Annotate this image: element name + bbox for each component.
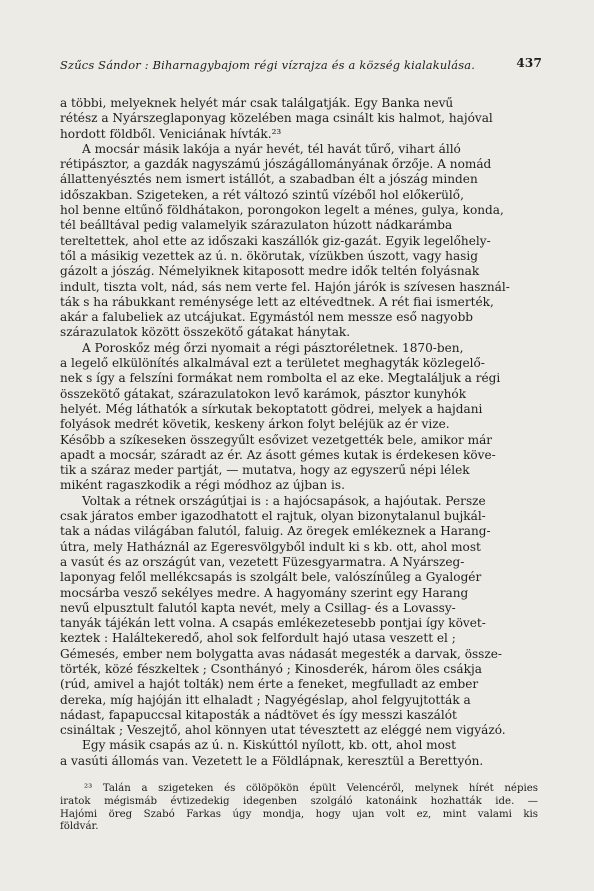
text-line: dereka, míg hajóján itt elhaladt ; Nagyégéslap, ahol felgyujtották a	[60, 692, 471, 707]
footnote	[60, 783, 538, 834]
text-line: a vasúti állomás van. Vezetett le a Földlápnak, keresztül a Berettyón.	[60, 753, 484, 768]
text-line: útra, mely Hatháznál az Egeresvölgyből indult ki s kb. ott, ahol most	[60, 539, 481, 554]
text-line: tak a nádas világában falutól, faluig. Az öregek emlékeznek a Harang-	[60, 524, 491, 539]
text-line: indult, tiszta volt, nád, sás nem verte fel. Hajón járók is szívesen használ-	[60, 279, 510, 294]
footnote-line: Hajómi öreg Szabó Farkas úgy mondja, hogy ujan volt ez, mint valami kis	[60, 808, 538, 820]
text-line: gázolt a jószág. Némelyiknek kitaposott medre idők teltén folyásnak	[60, 264, 480, 279]
text-line: tik a száraz meder partját, — mutatva, hogy az egyszerű népi lélek	[60, 463, 470, 478]
text-line: apadt a mocsár, száradt az ér. Az ásott gémes kutak is érdekesen köve-	[60, 447, 496, 462]
text-line: szárazulatok között összekötő gátakat hánytak.	[60, 325, 351, 340]
text-line: laponyag felől mellékcsapás is szolgált bele, valószínűleg a Gyalogér	[60, 570, 482, 585]
text-line: Gémesés, ember nem bolygatta avas nádasát megesték a darvak, össze-	[60, 646, 503, 661]
text-line: Később a szíkeseken összegyűlt esővizet vezetgették bele, amikor már	[60, 432, 493, 447]
text-line: állattenyésztés nem ismert istállót, a szabadban élt a jószág minden	[60, 172, 478, 187]
footnote-line: földvár.	[60, 821, 99, 833]
text-line: a vasút és az országút van, vezetett Füzesgyarmatra. A Nyárszeg-	[60, 554, 465, 569]
text-line: A mocsár másik lakója a nyár hevét, tél havát tűrő, vihart álló	[82, 141, 461, 156]
text-line: nádast, fapapuccsal kitaposták a nádtövet és így messzi kaszálót	[60, 707, 457, 722]
text-line: időszakban. Szigeteken, a rét változó szintű vízéből hol előkerülő,	[60, 187, 464, 202]
text-line: keztek : Haláltekeredő, ahol sok felfordult hajó utasa veszett el ;	[60, 631, 456, 646]
running-title: Szűcs Sándor : Biharnagybajom régi vízrajza és a község kialakulása.	[60, 58, 476, 72]
text-line: rétész a Nyárszeglaponyag közelében maga csinált kis halmot, hajóval	[60, 111, 493, 126]
text-line: összekötő gátakat, szárazulatokon levő karámok, pásztor kunyhók	[60, 386, 467, 401]
text-line: mocsárba vesző sekélyes medre. A hagyomány szerint egy Harang	[60, 585, 469, 600]
text-line: a többi, melyeknek helyét már csak találgatják. Egy Banka nevű	[60, 96, 454, 110]
text-line: nek s így a felszíni formákat nem rombolta el az eke. Megtaláljuk a régi	[60, 371, 501, 386]
text-line: Egy másik csapás az ú. n. Kiskúttól nyílott, kb. ott, ahol most	[82, 738, 456, 753]
body-text	[60, 96, 538, 769]
text-line: csak járatos ember igazodhatott el rajtuk, olyan bizonytalanul bujkál-	[60, 509, 486, 524]
text-line: helyét. Még láthatók a sírkutak bekoptatott gödrei, melyek a hajdani	[60, 401, 483, 416]
text-line: nevű elpusztult falutól kapta nevét, mely a Csillag- és a Lovassy-	[60, 600, 456, 615]
text-line: rétipásztor, a gazdák nagyszámú jószágállományának őrzője. A nomád	[60, 157, 492, 172]
text-line: csináltak ; Veszejtő, ahol könnyen utat tévesztett az eléggé nem vigyázó.	[60, 723, 506, 738]
text-line: a legelő elkülönítés alkalmával ezt a területet meghagyták közlegelő-	[60, 356, 485, 371]
text-line: miként ragaszkodik a régi módhoz az újban is.	[60, 478, 345, 493]
text-line: hol benne eltűnő földhátakon, porongokon legelt a ménes, gulya, konda,	[60, 203, 504, 218]
text-line: ták s ha rábukkant reménysége lett az eltévedtnek. A rét fiai ismerték,	[60, 294, 494, 309]
text-line: folyások medrét követik, keskeny árkon folyt beléjük az ér vize.	[60, 417, 450, 432]
text-line: törték, közé fészkeltek ; Csonthányó ; Kinosderék, három öles csákja	[60, 661, 482, 676]
text-line: tanyák tájékán lett volna. A csapás emlékezetesebb pontjai így követ-	[60, 616, 486, 631]
text-line: hordott földből. Veniciának hívták.²³	[60, 126, 282, 141]
page-header	[60, 52, 542, 74]
text-line: Voltak a rétnek országútjai is : a hajócsapások, a hajóutak. Persze	[82, 493, 486, 508]
text-line: tereltettek, ahol ette az időszaki kaszállók giz-gazát. Egyik legelőhely-	[60, 233, 491, 248]
text-line: tél beálltával pedig valamelyik szárazulaton húzott nádkarámba	[60, 218, 453, 233]
text-line: (rúd, amivel a hajót tolták) nem érte a feneket, megfulladt az ember	[60, 677, 479, 692]
text-line: akár a falubeliek az utcájukat. Egymástól nem messze eső nagyobb	[60, 310, 474, 325]
text-line: A Poroskőz még őrzi nyomait a régi pásztoréletnek. 1870-ben,	[82, 340, 464, 355]
footnote-line: iratok mégismáb évtizedekig idegenben szolgáló katonáink hozhatták ide. —	[60, 795, 538, 807]
text-line: től a másikig vezettek az ú. n. ökörutak, vízükben úszott, vagy hasig	[60, 248, 478, 263]
footnote-line: ²³ Talán a szigeteken és cölöpökön épült Velencéről, melynek hírét népies	[84, 783, 538, 795]
page-number: 437	[516, 56, 542, 70]
